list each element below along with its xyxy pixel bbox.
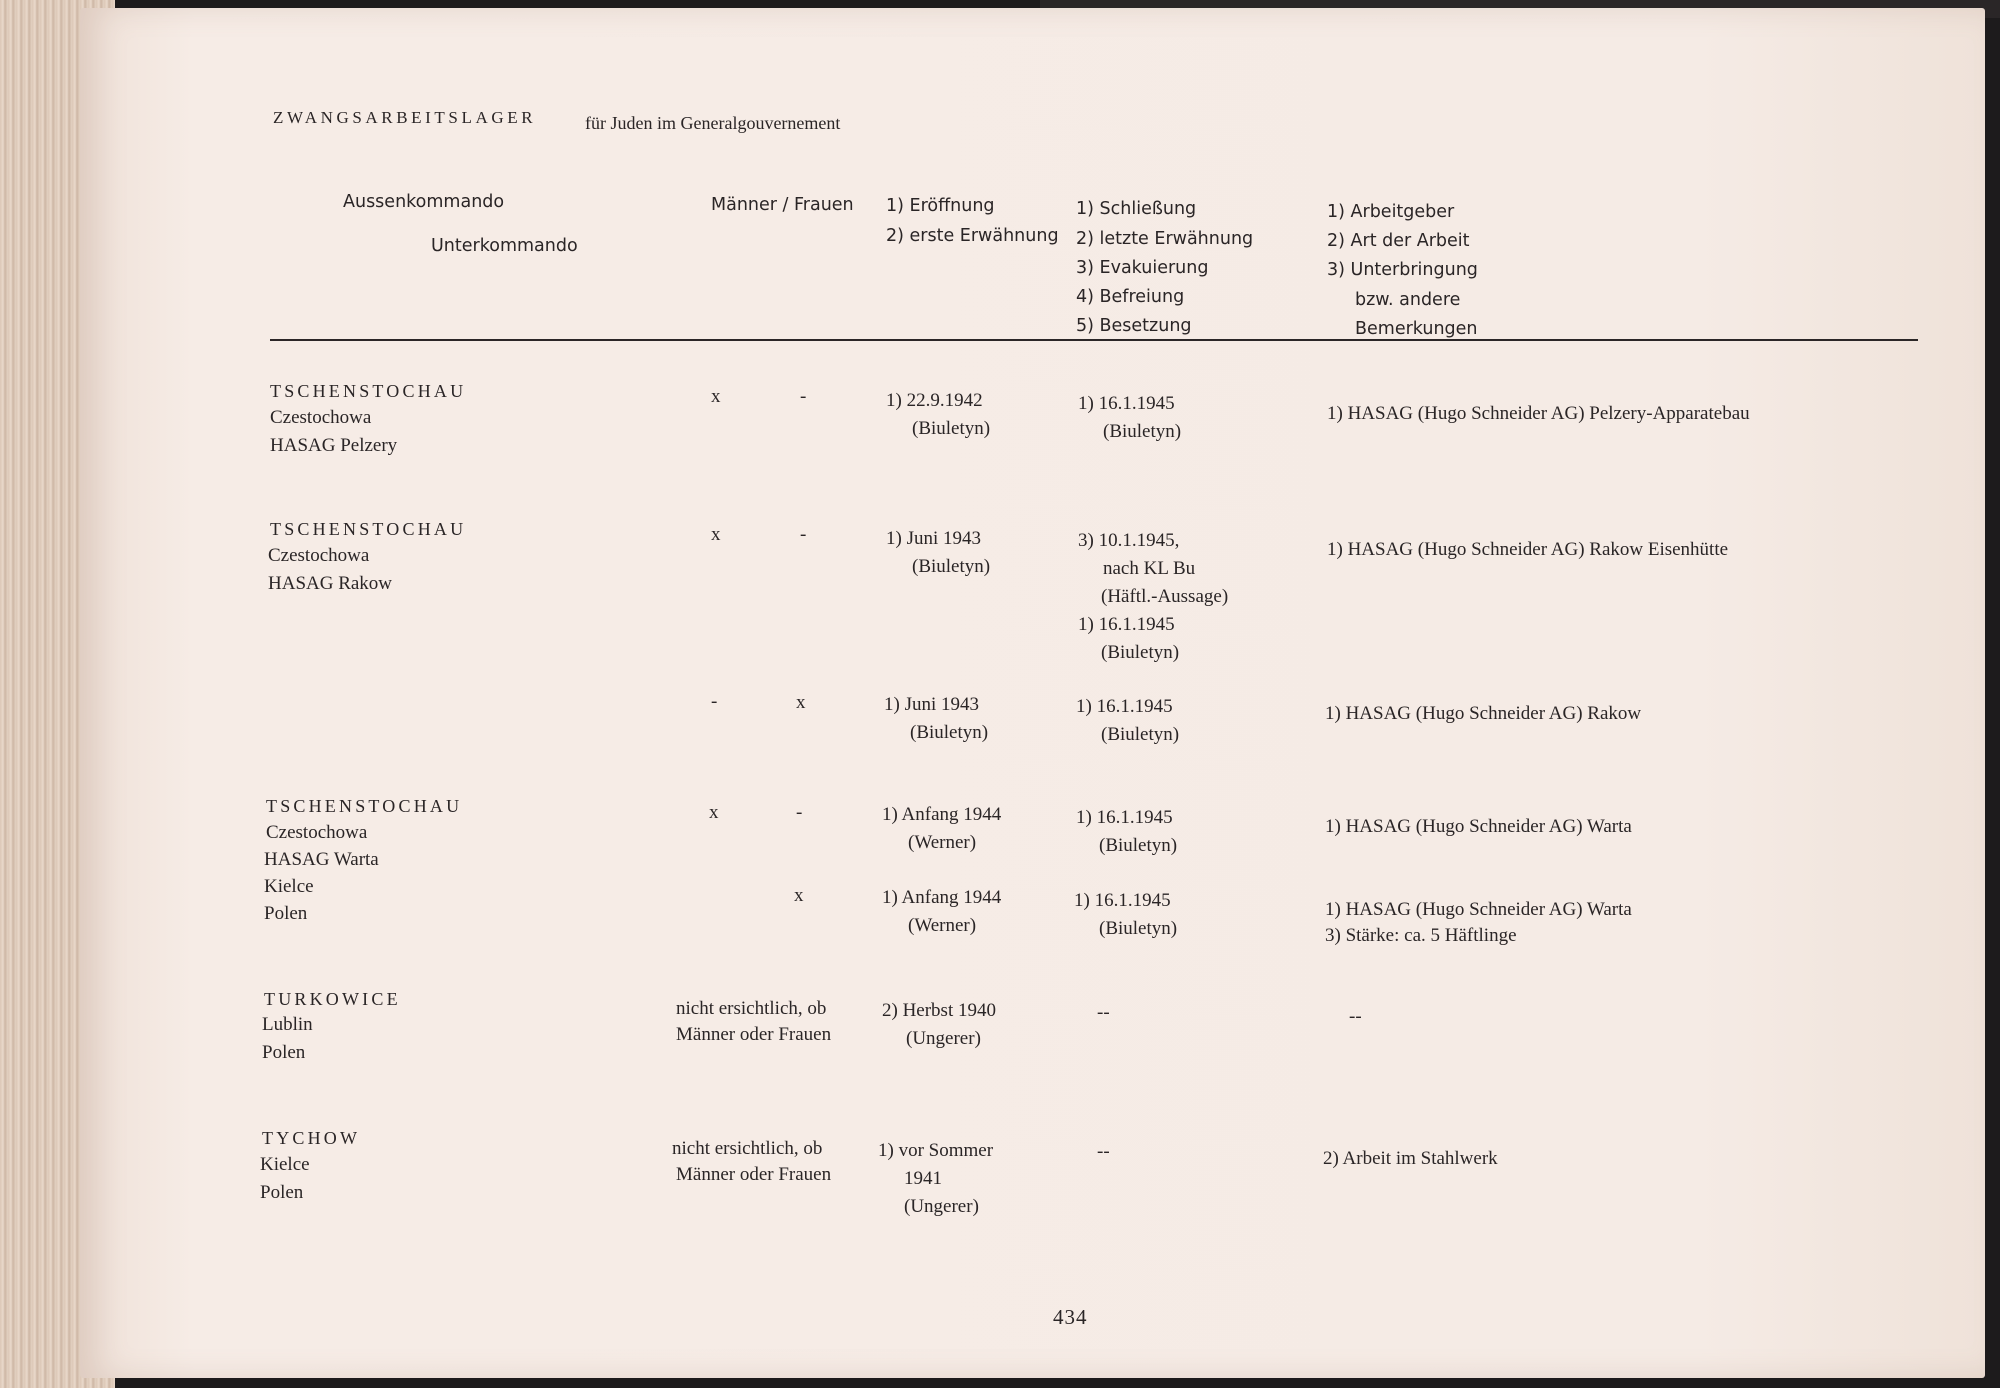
col-header-bemerkungen: Bemerkungen [1355, 319, 1478, 339]
entry-2-close1: 3) 10.1.1945, [1078, 530, 1180, 551]
entry-6-open2: 1941 [904, 1168, 942, 1189]
header-divider-rule [270, 339, 1918, 341]
page-title: ZWANGSARBEITSLAGER [273, 108, 537, 127]
entry-1-women: - [800, 386, 807, 407]
page-number: 434 [1053, 1305, 1088, 1329]
entry-3-close1: 1) 16.1.1945 [1076, 696, 1173, 717]
entry-5-loc1: Lublin [262, 1014, 313, 1035]
col-header-schliessung: 1) Schließung [1076, 199, 1197, 219]
entry-5-close1: -- [1097, 1002, 1110, 1023]
entry-6-loc1: Kielce [260, 1154, 310, 1175]
entry-5-name: TURKOWICE [264, 989, 401, 1009]
entry-4-close3: 1) 16.1.1945 [1074, 890, 1171, 911]
col-header-arbeitgeber: 1) Arbeitgeber [1327, 202, 1455, 222]
entry-3-men: - [711, 691, 718, 712]
entry-4-close1: 1) 16.1.1945 [1076, 807, 1173, 828]
entry-1-name: TSCHENSTOCHAU [270, 381, 467, 401]
entry-4-remark3: 3) Stärke: ca. 5 Häftlinge [1325, 925, 1517, 946]
entry-4-loc1: Czestochowa [266, 822, 368, 843]
entry-3-remark1: 1) HASAG (Hugo Schneider AG) Rakow [1325, 703, 1642, 724]
col-header-bzw-andere: bzw. andere [1355, 290, 1461, 310]
entry-2-women: - [800, 524, 807, 545]
entry-6-close1: -- [1097, 1141, 1110, 1162]
entry-4-loc2: HASAG Warta [264, 849, 379, 870]
entry-5-loc2: Polen [262, 1042, 306, 1063]
entry-5-remark1: -- [1349, 1006, 1362, 1027]
entry-3-women: x [796, 692, 806, 713]
entry-4-open4: (Werner) [908, 915, 977, 936]
page-subtitle: für Juden im Generalgouvernement [585, 113, 841, 133]
entry-6-open3: (Ungerer) [904, 1196, 979, 1217]
entry-4-open3: 1) Anfang 1944 [882, 887, 1002, 908]
entry-2-loc1: Czestochowa [268, 545, 370, 566]
entry-1-open1: 1) 22.9.1942 [886, 390, 983, 411]
entry-2-close5: (Biuletyn) [1101, 642, 1180, 663]
entry-4-loc3: Kielce [264, 876, 314, 897]
entry-4-open1: 1) Anfang 1944 [882, 804, 1002, 825]
entry-4-open2: (Werner) [908, 832, 977, 853]
entry-4-women-b: x [794, 885, 804, 906]
entry-4-remark1: 1) HASAG (Hugo Schneider AG) Warta [1325, 816, 1632, 837]
entry-4-loc4: Polen [264, 903, 308, 924]
entry-6-mf2: Männer oder Frauen [676, 1164, 832, 1185]
entry-6-name: TYCHOW [262, 1128, 361, 1148]
col-header-letzte-erwaehnung: 2) letzte Erwähnung [1076, 229, 1254, 249]
entry-4-men-a: x [709, 802, 719, 823]
entry-6-open1: 1) vor Sommer [878, 1140, 994, 1161]
col-header-eroeffnung: 1) Eröffnung [886, 196, 995, 216]
entry-5-open1: 2) Herbst 1940 [882, 1000, 996, 1021]
entry-1-loc2: HASAG Pelzery [270, 435, 398, 456]
entry-4-women-a: - [796, 802, 803, 823]
col-header-erste-erwaehnung: 2) erste Erwähnung [886, 226, 1059, 246]
col-header-befreiung: 4) Befreiung [1076, 287, 1185, 307]
entry-2-remark1: 1) HASAG (Hugo Schneider AG) Rakow Eisenhütte [1327, 539, 1729, 560]
col-header-unterbringung: 3) Unterbringung [1327, 260, 1478, 280]
entry-1-remark1: 1) HASAG (Hugo Schneider AG) Pelzery-Apparatebau [1327, 403, 1750, 424]
entry-6-loc2: Polen [260, 1182, 304, 1203]
entry-1-close2: (Biuletyn) [1103, 421, 1182, 442]
entry-3-open1: 1) Juni 1943 [884, 694, 979, 715]
entry-2-close3: (Häftl.-Aussage) [1101, 586, 1229, 607]
entry-5-open2: (Ungerer) [906, 1028, 981, 1049]
col-header-aussenkommando: Aussenkommando [343, 192, 505, 212]
entry-1-men: x [711, 386, 721, 407]
entry-6-remark1: 2) Arbeit im Stahlwerk [1323, 1148, 1498, 1169]
entry-5-mf1: nicht ersichtlich, ob [676, 998, 827, 1019]
entry-2-men: x [711, 524, 721, 545]
entry-1-open2: (Biuletyn) [912, 418, 991, 439]
entry-2-name: TSCHENSTOCHAU [270, 519, 467, 539]
entry-4-close4: (Biuletyn) [1099, 918, 1178, 939]
entry-2-loc2: HASAG Rakow [268, 573, 393, 594]
entry-2-open2: (Biuletyn) [912, 556, 991, 577]
entry-5-mf2: Männer oder Frauen [676, 1024, 832, 1045]
entry-3-open2: (Biuletyn) [910, 722, 989, 743]
col-header-besetzung: 5) Besetzung [1076, 316, 1192, 336]
entry-4-remark2: 1) HASAG (Hugo Schneider AG) Warta [1325, 899, 1632, 920]
col-header-art-der-arbeit: 2) Art der Arbeit [1327, 231, 1470, 251]
entry-2-close4: 1) 16.1.1945 [1078, 614, 1175, 635]
entry-6-mf1: nicht ersichtlich, ob [672, 1138, 823, 1159]
entry-4-close2: (Biuletyn) [1099, 835, 1178, 856]
entry-4-name: TSCHENSTOCHAU [266, 796, 463, 816]
entry-1-loc1: Czestochowa [270, 407, 372, 428]
col-header-evakuierung: 3) Evakuierung [1076, 258, 1209, 278]
col-header-unterkommando: Unterkommando [431, 236, 578, 256]
entry-3-close2: (Biuletyn) [1101, 724, 1180, 745]
col-header-maenner-frauen: Männer / Frauen [711, 195, 854, 215]
entry-2-close2: nach KL Bu [1103, 558, 1196, 579]
entry-2-open1: 1) Juni 1943 [886, 528, 981, 549]
entry-1-close1: 1) 16.1.1945 [1078, 393, 1175, 414]
